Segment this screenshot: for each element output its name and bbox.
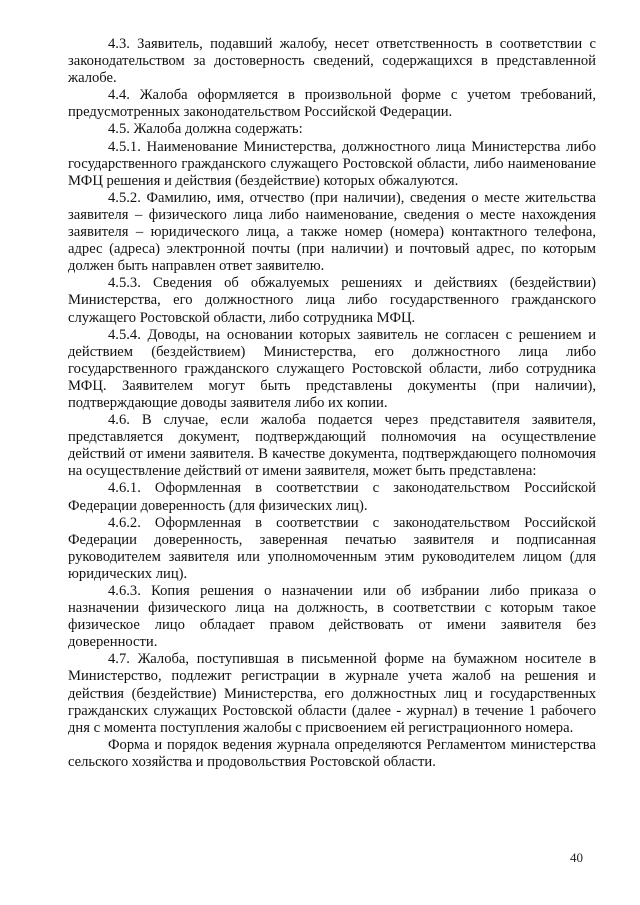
paragraph-4-6: 4.6. В случае, если жалоба подается через представителя заявителя, представляется документ, подтверждающий полномочия на осуществление действий от имени заявителя. В качестве документа, подтверждающего полномочия на осуществление действий от имени заявителя, может быть представлена: [68,412,596,480]
paragraph-4-3: 4.3. Заявитель, подавший жалобу, несет ответственность в соответствии с законодательством за достоверность сведений, содержащихся в представленной жалобе. [68,36,596,87]
paragraph-4-6-1: 4.6.1. Оформленная в соответствии с законодательством Российской Федерации доверенность (для физических лиц). [68,480,596,514]
paragraph-4-5-3: 4.5.3. Сведения об обжалуемых решениях и действиях (бездействии) Министерства, его должностного лица либо государственного гражданского служащего Ростовской области, либо сотрудника МФЦ. [68,275,596,326]
paragraph-4-4: 4.4. Жалоба оформляется в произвольной форме с учетом требований, предусмотренных законодательством Российской Федерации. [68,87,596,121]
document-body [68,36,596,771]
paragraph-4-5: 4.5. Жалоба должна содержать: [108,121,303,138]
paragraph-journal-form: Форма и порядок ведения журнала определяются Регламентом министерства сельского хозяйства и продовольствия Ростовской области. [68,736,596,770]
page-number: 40 [570,850,583,865]
paragraph-4-5-1: 4.5.1. Наименование Министерства, должностного лица Министерства либо государственного гражданского служащего Ростовской области, либо наименование МФЦ решения и действия (бездействие) которых обжалуются. [68,138,596,189]
paragraph-4-6-2: 4.6.2. Оформленная в соответствии с законодательством Российской Федерации доверенность, заверенная печатью заявителя и подписанная руководителем заявителя или уполномоченным этим руководителем лицом (для юридических лиц). [68,514,596,582]
paragraph-4-5-4: 4.5.4. Доводы, на основании которых заявитель не согласен с решением и действием (бездействием) Министерства, его должностного лица либо государственного гражданского служащего Ростовской области, либо сотрудника МФЦ. Заявителем могут быть представлены документы (при наличии), подтверждающие доводы заявителя либо их копии. [68,326,596,411]
paragraph-4-7: 4.7. Жалоба, поступившая в письменной форме на бумажном носителе в Министерство, подлежит регистрации в журнале учета жалоб на решения и действия (бездействие) Министерства, его должностных лиц и государственных гражданских служащих Ростовской области (далее - журнал) в течение 1 рабочего дня с момента поступления жалобы с присвоением ей регистрационного номера. [68,651,596,736]
paragraph-4-6-3: 4.6.3. Копия решения о назначении или об избрании либо приказа о назначении физического лица на должность, в соответствии с которым такое физическое лицо обладает правом действовать от имени заявителя без доверенности. [68,583,596,651]
paragraph-4-5-2: 4.5.2. Фамилию, имя, отчество (при наличии), сведения о месте жительства заявителя – физического лица либо наименование, сведения о месте нахождения заявителя – юридического лица, а также номер (номера) контактного телефона, адрес (адреса) электронной почты (при наличии) и почтовый адрес, по которым должен быть направлен ответ заявителю. [68,189,596,275]
